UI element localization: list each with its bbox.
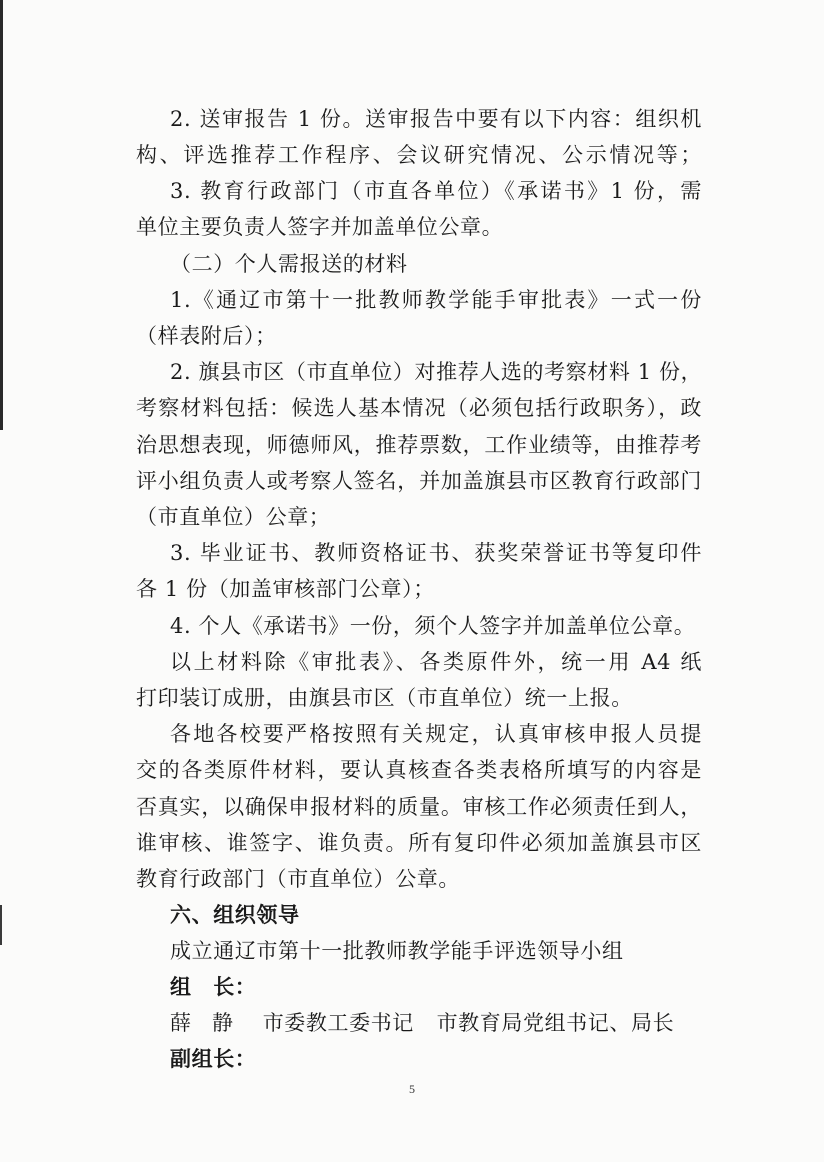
role-label-leader: 组 长： [170,975,257,999]
para-line: 评小组负责人或考察人签名，并加盖旗县市区教育行政部门 [136,469,702,493]
para-line: 4. 个人《承诺书》一份，须个人签字并加盖单位公章。 [170,614,696,638]
para-line: 成立通辽市第十一批教师教学能手评选领导小组 [170,939,624,963]
section-heading: 六、组织领导 [170,903,300,927]
role-label-deputy: 副组长： [170,1047,257,1071]
para-line: 单位主要负责人签字并加盖单位公章。 [136,215,504,239]
para-line: 否真实，以确保申报材料的质量。审核工作必须责任到人， [136,795,702,819]
para-line: 3. 毕业证书、教师资格证书、获奖荣誉证书等复印件 [170,541,702,565]
section-subheading: （二）个人需报送的材料 [170,252,408,276]
para-line: 谁审核、谁签字、谁负责。所有复印件必须加盖旗县市区 [136,831,702,855]
page-number: 5 [409,1082,415,1096]
scan-edge-mark [0,0,3,430]
para-line: 治思想表现，师德师风，推荐票数，工作业绩等，由推荐考 [136,433,702,457]
para-line: 构、评选推荐工作程序、会议研究情况、公示情况等； [136,143,702,167]
para-line: 各地各校要严格按照有关规定，认真审核申报人员提 [170,722,702,746]
leader-role-2: 市教育局党组书记、局长 [436,1011,675,1035]
leader-name: 薛 静 [170,1011,233,1035]
para-line: 以上材料除《审批表》、各类原件外，统一用 A4 纸 [170,650,702,674]
para-line: 各 1 份（加盖审核部门公章）； [136,577,435,601]
para-line: （样表附后）； [136,324,277,348]
leader-role-1: 市委教工委书记 [262,1011,414,1035]
para-line: 交的各类原件材料，要认真核查各类表格所填写的内容是 [136,758,702,782]
para-line: 教育行政部门（市直单位）公章。 [136,867,460,891]
leader-entry [170,1005,674,1041]
para-line: （市直单位）公章； [136,505,331,529]
scan-edge-mark-lower [0,905,2,945]
para-line: 2. 送审报告 1 份。送审报告中要有以下内容：组织机 [170,107,702,131]
para-line: 3. 教育行政部门（市直各单位）《承诺书》1 份，需 [170,179,702,203]
para-line: 打印装订成册，由旗县市区（市直单位）统一上报。 [136,686,633,710]
para-line: 考察材料包括：候选人基本情况（必须包括行政职务），政 [136,396,702,420]
para-line: 2. 旗县市区（市直单位）对推荐人选的考察材料 1 份， [170,360,703,384]
para-line: 1.《通辽市第十一批教师教学能手审批表》一式一份 [170,288,702,312]
